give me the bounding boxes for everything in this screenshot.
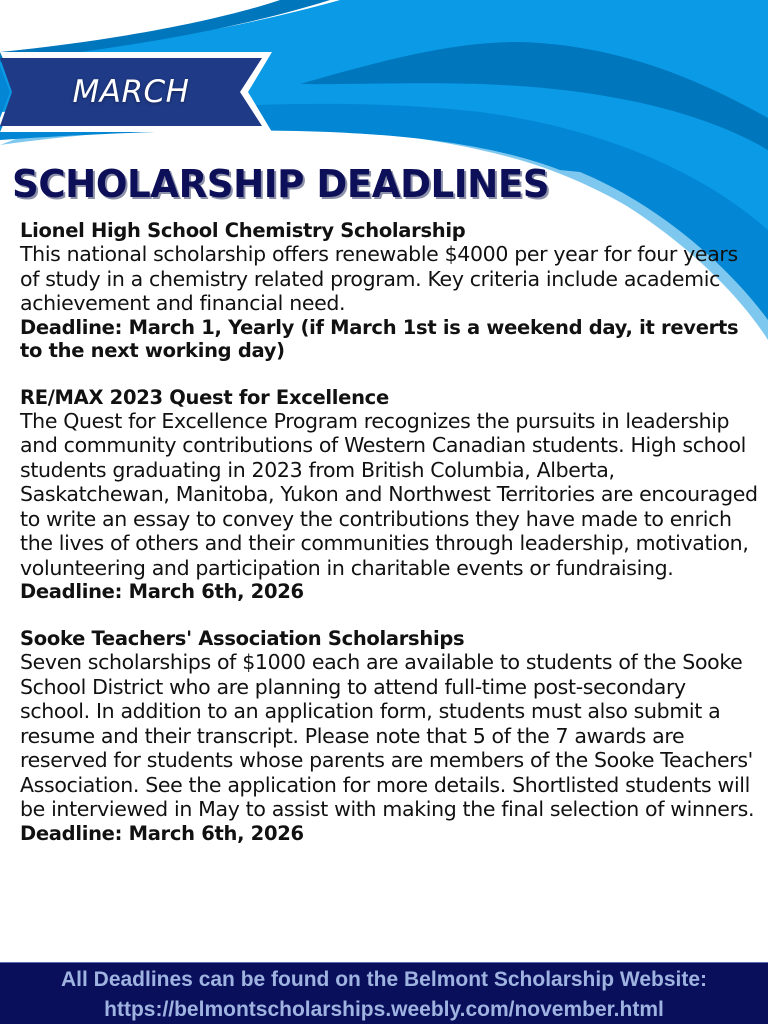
footer-bar [0,962,768,1024]
scholarship-description: This national scholarship offers renewable $4000 per year for four years of study in a chemistry related program. Key criteria include academic achievement and financial need. [20,242,738,315]
scholarship-title: Lionel High School Chemistry Scholarship [20,219,466,242]
website-link[interactable]: https://belmontscholarships.weebly.com/november.html [104,998,664,1021]
scholarship-entry [20,627,760,845]
scholarship-list [20,219,760,869]
scholarship-description: The Quest for Excellence Program recognizes the pursuits in leadership and community contributions of Western Canadian students. High school students graduating in 2023 from British Columbia, Alberta, Saskatchewan, Manitoba, Yukon and Northwest Territories are encouraged to write an essay to convey the contributions they have made to enrich the lives of others and their communities through leadership, motivation, volunteering and participation in charitable events or fundraising. [20,408,758,580]
scholarship-deadline: Deadline: March 1, Yearly (if March 1st is a weekend day, it reverts to the next working day) [20,315,739,362]
scholarship-entry [20,386,760,604]
month-label: MARCH [72,74,190,110]
scholarship-title: Sooke Teachers' Association Scholarships [20,627,465,650]
scholarship-deadline: Deadline: March 6th, 2026 [20,580,304,603]
footer-note: All Deadlines can be found on the Belmont Scholarship Website: [60,968,708,991]
scholarship-entry [20,219,760,362]
scholarship-title: RE/MAX 2023 Quest for Excellence [20,385,389,409]
scholarship-deadline: Deadline: March 6th, 2026 [20,821,304,845]
scholarship-description: Seven scholarships of $1000 each are available to students of the Sooke School District who are planning to attend full-time post-secondary school. In addition to an application form, students must also submit a resume and their transcript. Please note that 5 of the 7 awards are reserved for students whose parents are members of the Sooke Teachers' Association. See the application for more details. Shortlisted students will be interviewed in May to assist with making the final selection of winners. [20,650,755,821]
page-title: SCHOLARSHIP DEADLINES [12,162,550,206]
